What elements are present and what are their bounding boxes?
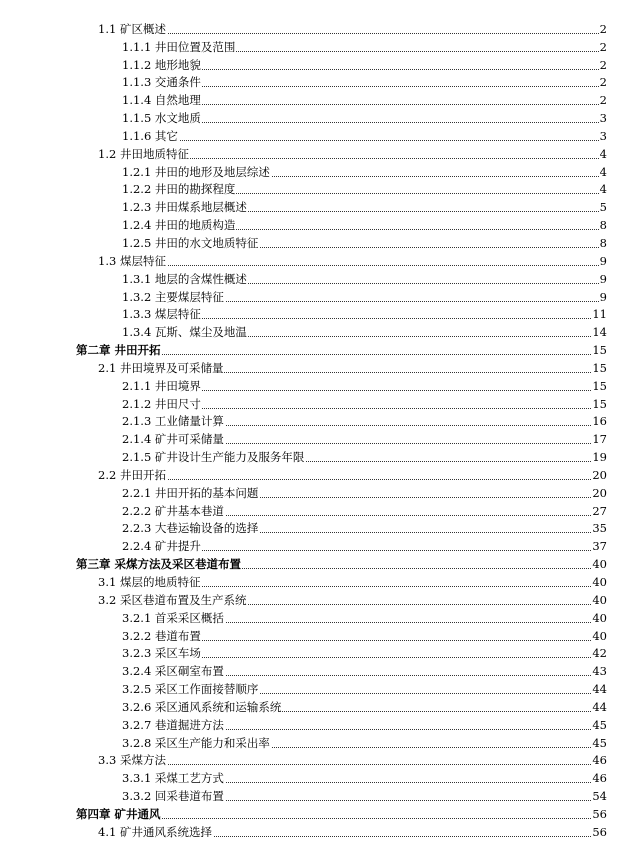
dot-leader [98, 32, 607, 34]
toc-entry-title: 2.2.3 大巷运输设备的选择 [122, 521, 259, 536]
toc-page-number: 17 [592, 432, 607, 447]
toc-entry[interactable] [0, 751, 639, 769]
toc-entry-title: 3.2.3 采区车场 [122, 646, 201, 661]
toc-page-number: 9 [599, 253, 607, 268]
toc-page-number: 5 [599, 200, 607, 215]
toc-entry-title: 2.1.3 工业储量计算 [122, 414, 224, 429]
toc-entry[interactable] [0, 679, 639, 697]
toc-entry[interactable] [0, 394, 639, 412]
toc-page-number: 44 [592, 699, 607, 714]
toc-entry[interactable] [0, 804, 639, 822]
toc-entry[interactable] [0, 412, 639, 430]
toc-page-number: 15 [592, 360, 607, 375]
toc-page-number: 15 [592, 343, 607, 358]
toc-page-number: 40 [592, 628, 607, 643]
toc-entry[interactable] [0, 73, 639, 91]
toc-entry[interactable] [0, 233, 639, 251]
toc-entry[interactable] [0, 483, 639, 501]
toc-entry[interactable] [0, 322, 639, 340]
toc-page-number: 2 [599, 93, 607, 108]
dot-leader [98, 264, 607, 266]
toc-page-number: 35 [592, 521, 607, 536]
toc-entry[interactable] [0, 822, 639, 840]
toc-page-number: 16 [592, 414, 607, 429]
toc-page-number: 45 [592, 717, 607, 732]
toc-page-number: 54 [592, 789, 607, 804]
toc-entry[interactable] [0, 733, 639, 751]
toc-entry[interactable] [0, 554, 639, 572]
toc-page-number: 56 [592, 806, 607, 821]
toc-entry-title: 1.2.5 井田的水文地质特征 [122, 235, 259, 250]
toc-entry-title: 1.1 矿区概述 [98, 21, 166, 36]
toc-entry[interactable] [0, 19, 639, 37]
toc-entry-title: 3.2.6 采区通风系统和运输系统 [122, 699, 282, 714]
toc-entry-title: 第二章 井田开拓 [76, 343, 161, 358]
toc-page-number: 40 [592, 575, 607, 589]
toc-entry-title: 2.2.2 矿井基本巷道 [122, 503, 224, 518]
toc-page-number: 8 [599, 218, 607, 233]
toc-page-number: 20 [592, 485, 607, 500]
toc-entry[interactable] [0, 447, 639, 465]
toc-entry-title: 1.1.3 交通条件 [122, 75, 201, 90]
toc-entry-title: 1.1.1 井田位置及范围 [122, 39, 236, 54]
toc-entry-title: 1.3.4 瓦斯、煤尘及地温 [122, 325, 247, 340]
toc-page-number: 19 [592, 450, 607, 465]
toc-entry-title: 1.2.2 井田的勘探程度 [122, 182, 236, 197]
toc-page-number: 9 [599, 289, 607, 304]
toc-entry[interactable] [0, 144, 639, 162]
toc-entry-title: 1.2.4 井田的地质构造 [122, 218, 236, 233]
toc-page-number: 40 [592, 592, 607, 607]
toc-page-number: 2 [599, 75, 607, 90]
toc-entry-title: 1.2.1 井田的地形及地层综述 [122, 164, 270, 179]
toc-entry-title: 3.2.5 采区工作面接替顺序 [122, 682, 259, 697]
toc-entry[interactable] [0, 215, 639, 233]
toc-entry[interactable] [0, 358, 639, 376]
toc-entry[interactable] [0, 608, 639, 626]
dot-leader [122, 139, 607, 141]
toc-entry-title: 2.2.4 矿井提升 [122, 539, 201, 554]
toc-page-number: 44 [592, 682, 607, 697]
toc-entry[interactable] [0, 37, 639, 55]
toc-page-number: 15 [592, 396, 607, 411]
toc-entry[interactable] [0, 536, 639, 554]
toc-entry[interactable] [0, 55, 639, 73]
toc-entry[interactable] [0, 697, 639, 715]
toc-entry-title: 3.2.4 采区硐室布置 [122, 664, 224, 679]
toc-entry[interactable] [0, 180, 639, 198]
toc-entry[interactable] [0, 715, 639, 733]
toc-entry-title: 2.2.1 井田开拓的基本问题 [122, 485, 259, 500]
toc-entry-title: 3.3.1 采煤工艺方式 [122, 771, 224, 786]
toc-entry[interactable] [0, 626, 639, 644]
toc-page-number: 40 [592, 557, 607, 572]
toc-entry-title: 3.2.1 首采采区概括 [122, 610, 224, 625]
toc-entry-title: 1.3.2 主要煤层特征 [122, 289, 224, 304]
toc-page-number: 27 [592, 503, 607, 518]
toc-entry-title: 3.2.8 采区生产能力和采出率 [122, 735, 270, 750]
toc-page-number: 4 [599, 182, 607, 197]
toc-entry[interactable] [0, 126, 639, 144]
toc-entry[interactable] [0, 768, 639, 786]
toc-entry-title: 1.1.6 其它 [122, 128, 178, 143]
toc-page-number: 2 [599, 39, 607, 54]
toc-entry-title: 3.3 采煤方法 [98, 753, 166, 768]
toc-entry-title: 1.2 井田地质特征 [98, 146, 189, 161]
toc-entry-title: 1.1.4 自然地理 [122, 93, 201, 108]
dot-leader [98, 478, 607, 480]
toc-page-number: 8 [599, 235, 607, 250]
toc-page-number: 4 [599, 146, 607, 161]
toc-page-number: 9 [599, 271, 607, 286]
toc-page-number: 11 [592, 307, 607, 322]
toc-entry-title: 1.1.5 水文地质 [122, 111, 201, 126]
toc-entry[interactable] [0, 162, 639, 180]
toc-entry-title: 2.1.1 井田境界 [122, 378, 201, 393]
toc-entry[interactable] [0, 501, 639, 519]
toc-entry[interactable] [0, 661, 639, 679]
toc-page-number: 20 [592, 467, 607, 482]
toc-entry-title: 2.1.5 矿井设计生产能力及服务年限 [122, 450, 305, 465]
toc-entry-title: 4.1 矿井通风系统选择 [98, 824, 212, 839]
toc-page-number: 4 [599, 164, 607, 179]
toc-entry-title: 第四章 矿井通风 [76, 806, 161, 821]
toc-entry-title: 1.2.3 井田煤系地层概述 [122, 200, 247, 215]
toc-entry-title: 3.2 采区巷道布置及生产系统 [98, 592, 247, 607]
toc-page-number: 45 [592, 735, 607, 750]
toc-entry-title: 1.1.2 地形地貌 [122, 57, 201, 72]
toc-page-number: 37 [592, 539, 607, 554]
toc-page-number: 42 [592, 646, 607, 661]
toc-page-number: 46 [592, 753, 607, 768]
toc-entry-title: 3.1 煤层的地质特征 [98, 575, 201, 589]
toc-entry[interactable] [0, 465, 639, 483]
toc-entry-title: 3.2.7 巷道掘进方法 [122, 717, 224, 732]
toc-page-number: 40 [592, 610, 607, 625]
toc-entry[interactable] [0, 644, 639, 662]
toc-entry-title: 第三章 采煤方法及采区巷道布置 [76, 557, 242, 572]
toc-entry[interactable] [0, 429, 639, 447]
toc-entry[interactable] [0, 572, 639, 590]
toc-page-number: 3 [599, 111, 607, 126]
toc-page-number: 3 [599, 128, 607, 143]
toc-page-number: 2 [599, 57, 607, 72]
toc-entry-title: 1.3 煤层特征 [98, 253, 166, 268]
toc-entry[interactable] [0, 287, 639, 305]
toc-entry[interactable] [0, 108, 639, 126]
toc-page-number: 43 [592, 664, 607, 679]
toc-entry[interactable] [0, 376, 639, 394]
toc-entry[interactable] [0, 197, 639, 215]
toc-page-number: 14 [592, 325, 607, 340]
toc-entry[interactable] [0, 305, 639, 323]
toc-entry-title: 1.3.3 煤层特征 [122, 307, 201, 322]
toc-page-number: 2 [599, 21, 607, 36]
toc-entry-title: 2.1.2 井田尺寸 [122, 396, 201, 411]
dot-leader [98, 763, 607, 765]
toc-entry[interactable] [0, 251, 639, 269]
toc-entry-title: 1.3.1 地层的含煤性概述 [122, 271, 247, 286]
toc-page-number: 15 [592, 378, 607, 393]
toc-entry-title: 2.2 井田开拓 [98, 467, 166, 482]
toc-entry-title: 2.1 井田境界及可采储量 [98, 360, 224, 375]
toc-entry-title: 3.3.2 回采巷道布置 [122, 789, 224, 804]
toc-entry[interactable] [0, 90, 639, 108]
toc-entry[interactable] [0, 340, 639, 358]
toc-entry-title: 3.2.2 巷道布置 [122, 628, 201, 643]
toc-page-number: 56 [592, 824, 607, 839]
toc-entry-title: 2.1.4 矿井可采储量 [122, 432, 224, 447]
toc-page-number: 46 [592, 771, 607, 786]
toc-entry[interactable] [0, 590, 639, 608]
toc-entry[interactable] [0, 519, 639, 537]
table-of-contents [0, 19, 639, 840]
toc-entry[interactable] [0, 269, 639, 287]
toc-entry[interactable] [0, 786, 639, 804]
